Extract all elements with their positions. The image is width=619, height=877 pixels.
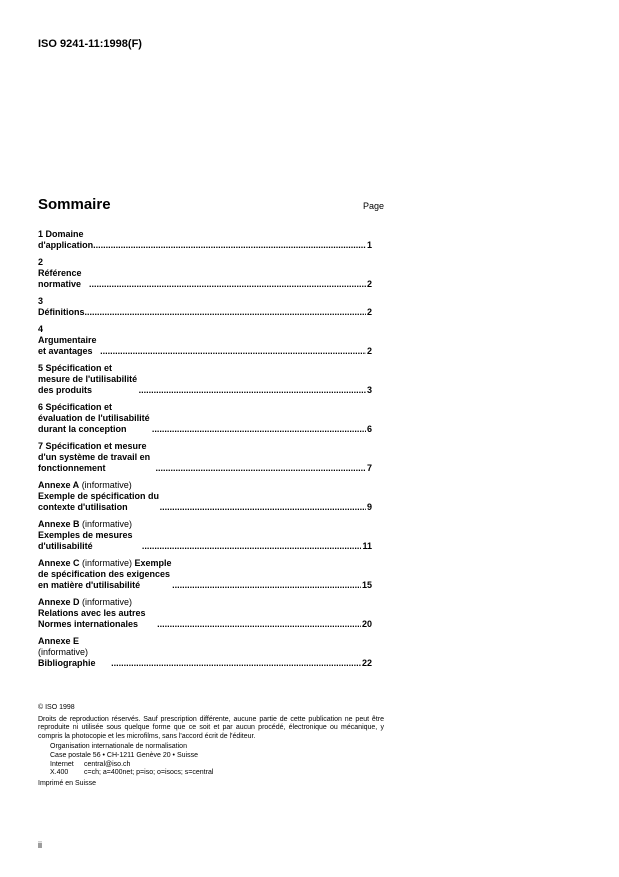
toc-page-label: Page bbox=[362, 201, 384, 211]
toc-entry-page: 22 bbox=[361, 658, 372, 668]
toc-entry-label: Annexe E bbox=[38, 636, 80, 646]
table-of-contents bbox=[38, 229, 372, 675]
toc-entry-annex-a[interactable] bbox=[38, 480, 372, 513]
toc-entry-2[interactable] bbox=[38, 257, 372, 290]
toc-leader-dots bbox=[100, 346, 366, 357]
toc-leader-dots bbox=[111, 658, 361, 669]
toc-entry-title: Relations avec les autres Normes internationales bbox=[38, 608, 146, 629]
internet-email[interactable]: central@iso.ch bbox=[84, 760, 131, 768]
toc-entry-page: 20 bbox=[361, 619, 372, 629]
toc-entry-label: 1 Domaine d'application bbox=[38, 229, 94, 250]
toc-title: Sommaire bbox=[38, 196, 111, 213]
toc-entry-page: 3 bbox=[366, 385, 372, 395]
rights-statement: Droits de reproduction réservés. Sauf prescription différente, aucune partie de cette publication ne peut être reproduite ni utilisée sous quelque forme que ce soit et par aucun procédé, électronique ou mécanique, y compris la photocopie et les microfilms, sans l'accord écrit de l'éditeur. bbox=[38, 715, 384, 740]
toc-leader-dots bbox=[172, 580, 361, 591]
toc-entry-label: Annexe D bbox=[38, 597, 80, 607]
toc-entry-page: 2 bbox=[366, 346, 372, 356]
toc-entry-annex-b[interactable] bbox=[38, 519, 372, 552]
toc-entry-page: 11 bbox=[362, 541, 372, 551]
copyright-line: © ISO 1998 bbox=[38, 704, 75, 711]
toc-leader-dots bbox=[156, 463, 366, 474]
internet-label: Internet bbox=[50, 760, 74, 768]
toc-entry-page: 2 bbox=[366, 307, 372, 317]
toc-entry-page: 2 bbox=[366, 279, 372, 289]
x400-address: c=ch; a=400net; p=iso; o=isocs; s=central bbox=[84, 769, 214, 777]
toc-entry-title: Exemple de spécification des exigences en matière d'utilisabilité bbox=[38, 558, 172, 590]
toc-entry-label: 3 Définitions bbox=[38, 296, 85, 317]
toc-entry-5[interactable] bbox=[38, 363, 372, 396]
toc-entry-annex-c[interactable] bbox=[38, 558, 372, 591]
toc-entry-4[interactable] bbox=[38, 324, 372, 357]
document-id: ISO 9241-11:1998(F) bbox=[38, 38, 142, 50]
toc-entry-label: Annexe B bbox=[38, 519, 80, 529]
toc-leader-dots bbox=[160, 502, 366, 513]
toc-entry-1[interactable] bbox=[38, 229, 372, 251]
toc-leader-dots bbox=[89, 279, 366, 290]
x400-label: X.400 bbox=[50, 769, 69, 777]
postal-address: Case postale 56 • CH-1211 Genève 20 • Suisse bbox=[50, 751, 198, 759]
toc-entry-page: 9 bbox=[366, 502, 372, 512]
page-number: ii bbox=[38, 840, 42, 850]
toc-entry-informative: (informative) bbox=[79, 597, 133, 607]
toc-entry-label: 2 Référence normative bbox=[38, 257, 82, 289]
toc-entry-3[interactable] bbox=[38, 296, 372, 318]
organisation-name: Organisation internationale de normalisation bbox=[50, 743, 187, 751]
x400-row bbox=[50, 769, 384, 778]
toc-entry-informative: (informative) bbox=[79, 519, 133, 529]
toc-heading bbox=[38, 196, 384, 213]
toc-entry-page: 1 bbox=[366, 240, 372, 250]
toc-entry-label: Annexe C bbox=[38, 558, 80, 568]
printed-in: Imprimé en Suisse bbox=[38, 779, 96, 787]
toc-entry-label: 7 Spécification et mesure d'un système de travail en fonctionnement bbox=[38, 441, 151, 473]
toc-leader-dots bbox=[142, 541, 362, 552]
toc-leader-dots bbox=[139, 385, 366, 396]
toc-entry-title: Bibliographie bbox=[38, 658, 96, 668]
toc-entry-title: Exemples de mesures d'utilisabilité bbox=[38, 530, 133, 551]
toc-entry-page: 7 bbox=[366, 463, 372, 473]
toc-entry-annex-d[interactable] bbox=[38, 597, 372, 630]
toc-entry-label: 5 Spécification et mesure de l'utilisabilité des produits bbox=[38, 363, 138, 395]
toc-entry-7[interactable] bbox=[38, 441, 372, 474]
toc-entry-6[interactable] bbox=[38, 402, 372, 435]
toc-entry-informative: (informative) bbox=[79, 480, 132, 490]
toc-entry-annex-e[interactable] bbox=[38, 636, 372, 669]
toc-leader-dots bbox=[157, 619, 361, 630]
toc-entry-label: 4 Argumentaire et avantages bbox=[38, 324, 97, 356]
toc-leader-dots bbox=[152, 424, 366, 435]
toc-entry-label: Annexe A bbox=[38, 480, 80, 490]
copyright-notice bbox=[38, 704, 384, 788]
toc-entry-informative: (informative) bbox=[38, 647, 89, 657]
toc-leader-dots bbox=[85, 307, 366, 318]
toc-leader-dots bbox=[93, 240, 366, 251]
toc-entry-label: 6 Spécification et évaluation de l'utilisabilité durant la conception bbox=[38, 402, 150, 434]
toc-entry-informative: (informative) bbox=[79, 558, 135, 568]
internet-row bbox=[50, 761, 384, 770]
toc-entry-title: Exemple de spécification du contexte d'utilisation bbox=[38, 491, 160, 512]
toc-entry-page: 6 bbox=[366, 424, 372, 434]
toc-entry-page: 15 bbox=[361, 580, 372, 590]
publisher-address bbox=[50, 743, 384, 777]
